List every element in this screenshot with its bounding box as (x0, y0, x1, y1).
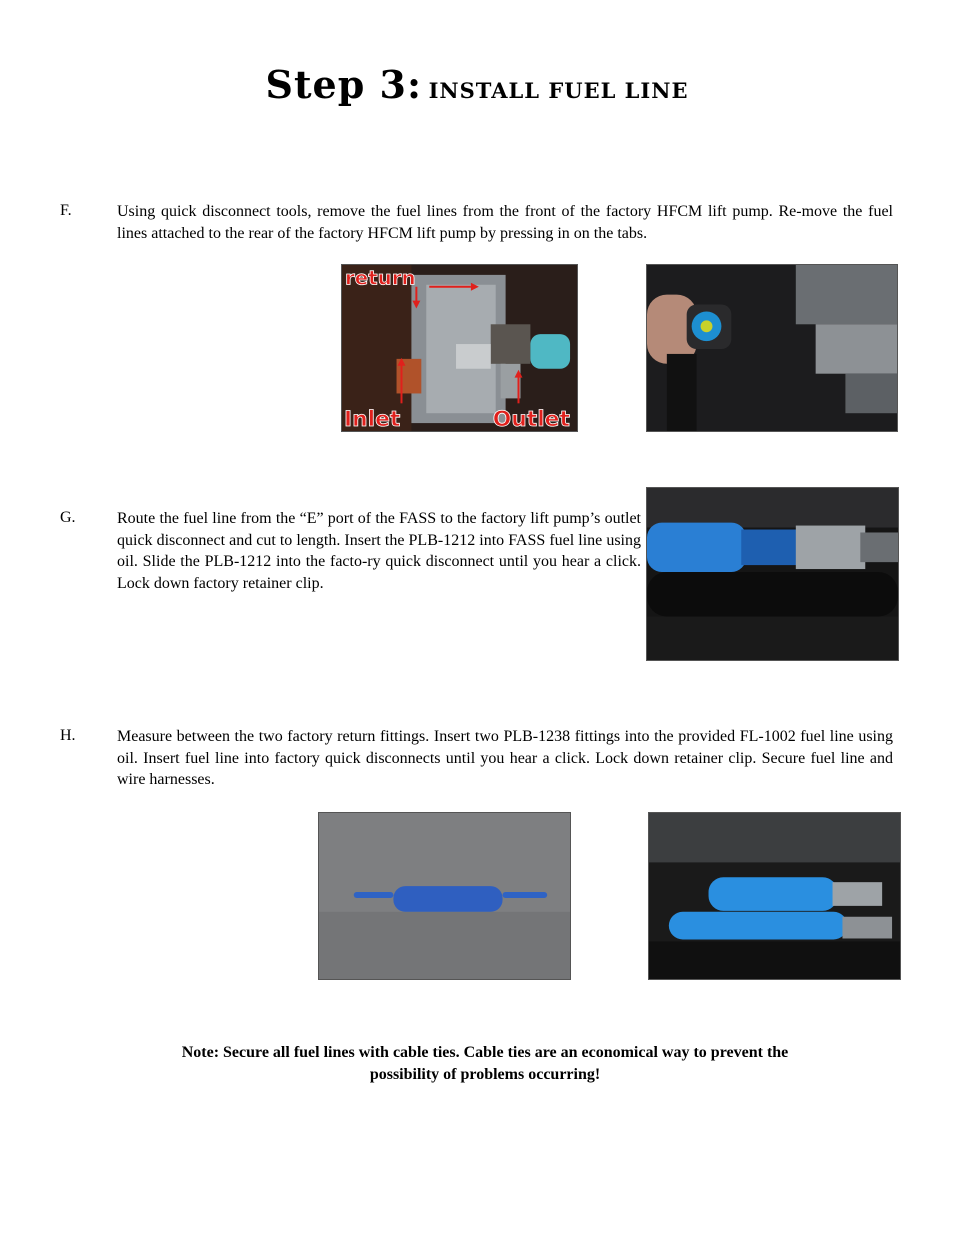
photo-fl-1002-line (318, 812, 571, 980)
note-line-2: possibility of problems occurring! (369, 1066, 601, 1083)
photo-plb-1212-installed (646, 487, 899, 661)
page-title (0, 62, 954, 107)
label-return: return (344, 266, 416, 290)
photo-pump-labeled (341, 264, 578, 432)
title-sub: INSTALL FUEL LINE (428, 78, 689, 103)
label-inlet: Inlet (343, 407, 401, 431)
step-h-text: Measure between the two factory return fittings. Insert two PLB-1238 fittings into the provided FL-1002 fuel line using oil. Insert fuel line into factory quick disconnects until you hear a click. Lock down retainer clip. Secure fuel line and wire harnesses. (117, 728, 893, 788)
note (80, 1042, 890, 1086)
note-line-1: Note: Secure all fuel lines with cable ties. Cable ties are an economical way to prevent the (181, 1044, 789, 1061)
title-main: Step 3: (265, 62, 422, 107)
step-h-letter: H. (60, 727, 76, 744)
step-g-text: Route the fuel line from the “E” port of the FASS to the factory lift pump’s outlet quick disconnect and cut to length. Insert the PLB-1212 into FASS fuel line using oil. Slide the PLB-1212 into the facto-ry quick disconnect until you hear a click. Lock down factory retainer clip. (117, 510, 641, 592)
step-g-letter: G. (60, 509, 76, 526)
step-f-letter: F. (60, 202, 72, 219)
photo-quick-disconnect (646, 264, 898, 432)
step-f-text: Using quick disconnect tools, remove the fuel lines from the front of the factory HFCM lift pump. Re-move the fuel lines attached to the rear of the factory HFCM lift pump by pressing in on the tabs. (117, 203, 893, 242)
label-outlet: Outlet (492, 407, 570, 431)
photo-return-line-installed (648, 812, 901, 980)
